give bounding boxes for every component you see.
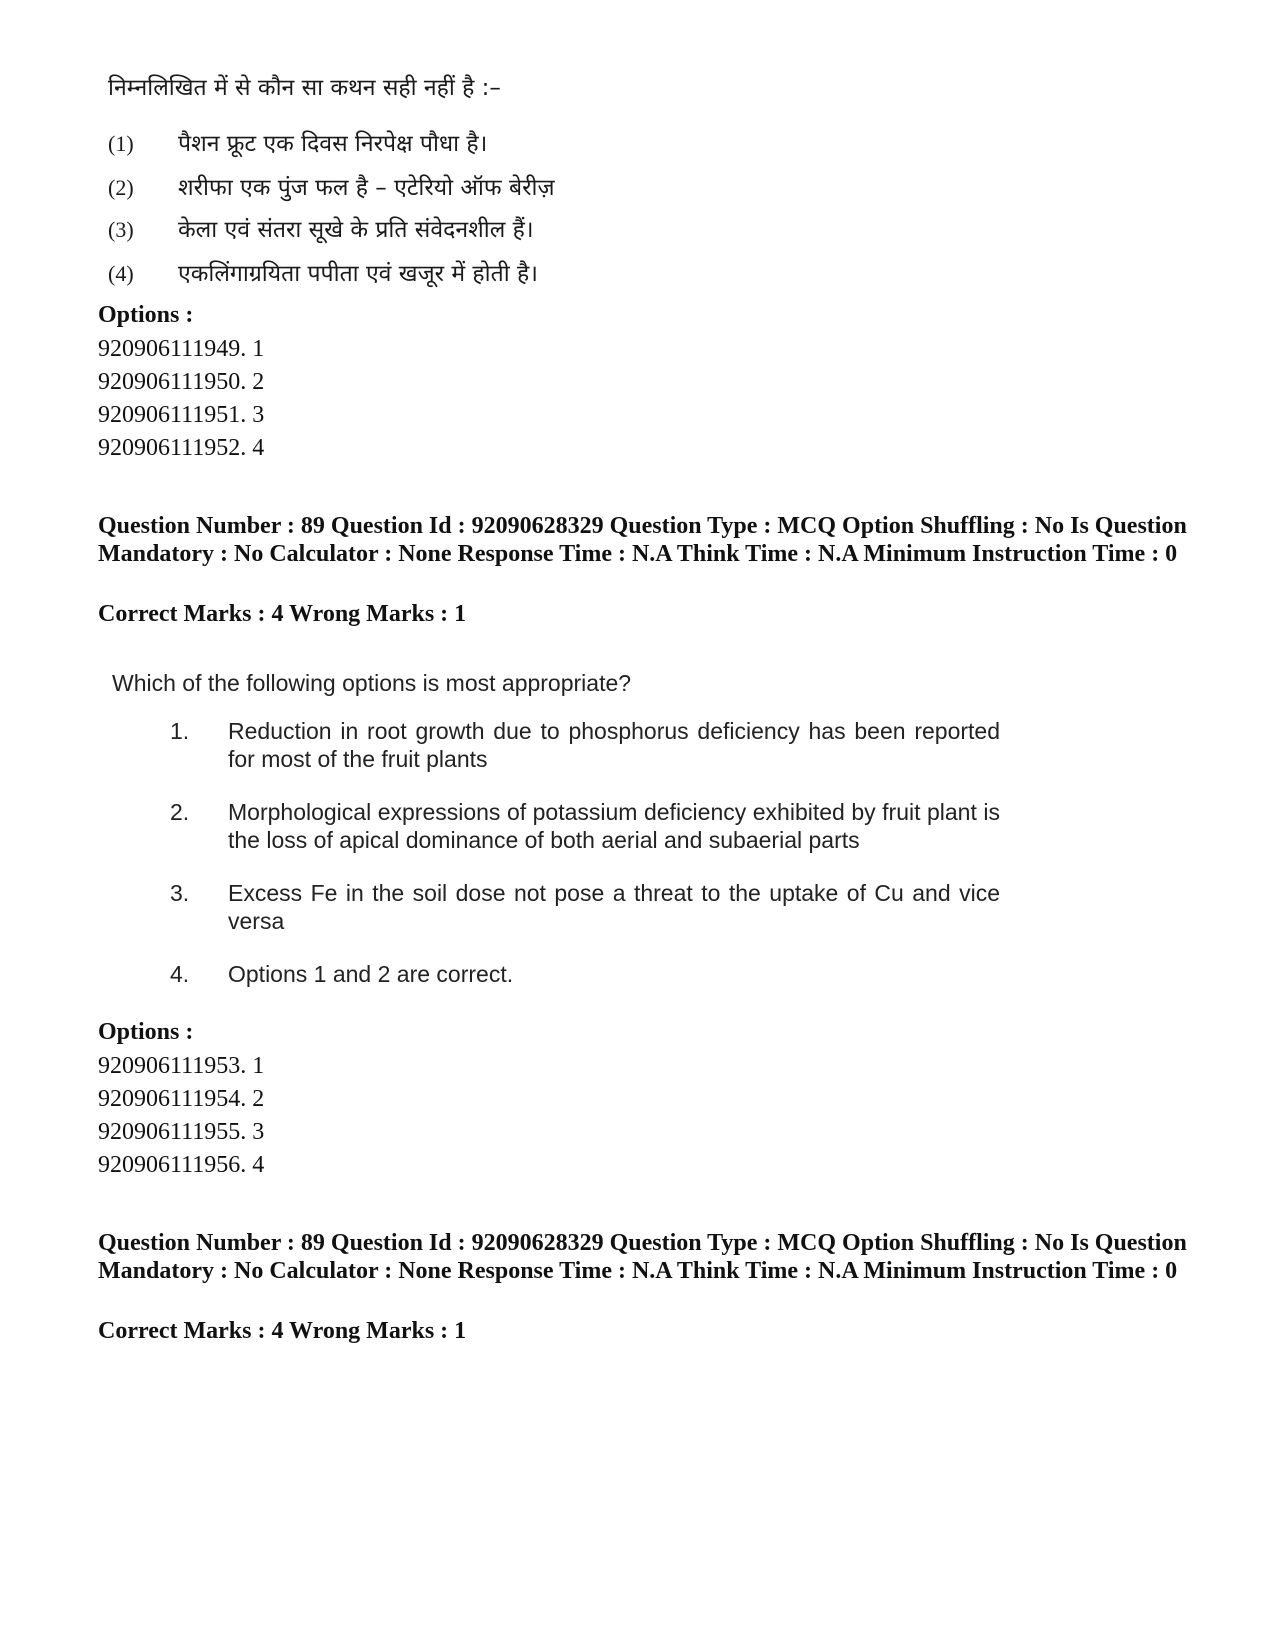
english-statement-text: Options 1 and 2 are correct. bbox=[228, 961, 514, 987]
english-statement-text: Morphological expressions of potassium deficiency exhibited by fruit plant is the loss of apical dominance of both aerial and subaerial parts bbox=[228, 799, 1000, 853]
hindi-statement-3 bbox=[108, 212, 534, 244]
options-heading: Options : bbox=[98, 1019, 194, 1045]
option-row: 920906111955. 3 bbox=[98, 1119, 265, 1145]
hindi-statement-text: शरीफा एक पुंज फल है – एटेरियो ऑफ बेरीज़ bbox=[178, 175, 555, 201]
options-heading: Options : bbox=[98, 302, 194, 328]
option-row: 920906111949. 1 bbox=[98, 336, 265, 362]
question-marks: Correct Marks : 4 Wrong Marks : 1 bbox=[98, 1318, 467, 1344]
hindi-statement-4 bbox=[108, 256, 538, 288]
hindi-statement-1 bbox=[108, 126, 487, 158]
option-row: 920906111951. 3 bbox=[98, 402, 265, 428]
english-statement-text: Excess Fe in the soil dose not pose a threat to the uptake of Cu and vice versa bbox=[228, 880, 1000, 934]
english-statement-number: 1. bbox=[170, 718, 190, 744]
hindi-statement-2 bbox=[108, 170, 555, 202]
english-statement-2 bbox=[170, 798, 1000, 854]
option-row: 920906111954. 2 bbox=[98, 1086, 265, 1112]
hindi-statement-number: (4) bbox=[108, 261, 134, 286]
hindi-statement-text: केला एवं संतरा सूखे के प्रति संवेदनशील हैं। bbox=[178, 217, 534, 243]
english-statement-number: 2. bbox=[170, 799, 190, 825]
question-marks: Correct Marks : 4 Wrong Marks : 1 bbox=[98, 601, 467, 627]
hindi-statement-text: एकलिंगाग्रयिता पपीता एवं खजूर में होती है। bbox=[178, 261, 538, 287]
question-meta-info: Question Number : 89 Question Id : 92090628329 Question Type : MCQ Option Shuffling : No Is Question Mandatory : No Calculator : None Response Time : N.A Think Time : N.A Minimum Instruction Time : 0 bbox=[98, 513, 1187, 567]
hindi-question-stem: निम्नलिखित में से कौन सा कथन सही नहीं है :– bbox=[108, 75, 501, 101]
english-statement-4 bbox=[170, 960, 1000, 988]
option-row: 920906111956. 4 bbox=[98, 1152, 265, 1178]
english-statement-1 bbox=[170, 717, 1000, 773]
english-statement-3 bbox=[170, 879, 1000, 935]
hindi-statement-number: (3) bbox=[108, 217, 134, 242]
english-statement-number: 4. bbox=[170, 961, 190, 987]
option-row: 920906111953. 1 bbox=[98, 1053, 265, 1079]
option-row: 920906111952. 4 bbox=[98, 435, 265, 461]
hindi-statement-text: पैशन फ्रूट एक दिवस निरपेक्ष पौधा है। bbox=[178, 131, 488, 157]
english-statement-number: 3. bbox=[170, 880, 190, 906]
hindi-statement-number: (1) bbox=[108, 131, 134, 156]
english-statement-text: Reduction in root growth due to phosphorus deficiency has been reported for most of the fruit plants bbox=[228, 718, 1000, 772]
hindi-statement-number: (2) bbox=[108, 175, 134, 200]
option-row: 920906111950. 2 bbox=[98, 369, 265, 395]
question-meta-info: Question Number : 89 Question Id : 92090628329 Question Type : MCQ Option Shuffling : No Is Question Mandatory : No Calculator : None Response Time : N.A Think Time : N.A Minimum Instruction Time : 0 bbox=[98, 1230, 1187, 1284]
english-question-stem: Which of the following options is most appropriate? bbox=[112, 670, 632, 696]
